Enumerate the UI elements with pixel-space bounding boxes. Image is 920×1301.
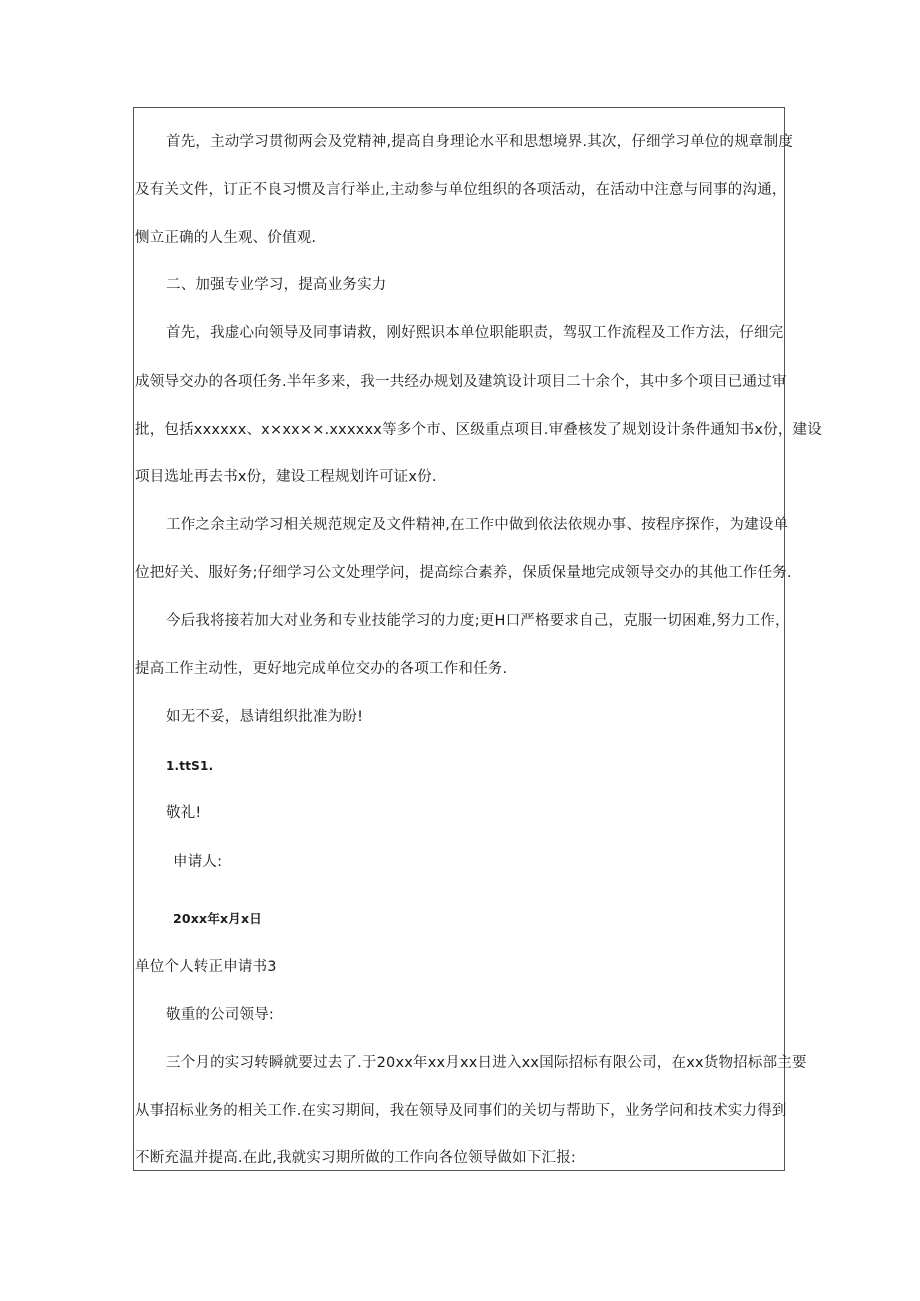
paragraph-line: 1.ttS1. (166, 759, 214, 773)
paragraph-line: 从事招标业务的相关工作.在实习期间，我在领导及同事们的关切与帮助下，业务学问和技术实力得到 (135, 1103, 787, 1119)
paragraph-line: 批，包括xxxxxx、x×xx××.xxxxxx等多个市、区级重点项目.审叠核发了规划设计条件通知书x份，建设 (135, 422, 822, 438)
paragraph-line: 如无不妥，恳请组织批准为盼! (166, 709, 364, 725)
paragraph-line: 及有关文件，订正不良习惯及言行举止,主动参与单位组织的各项活动，在活动中注意与同事的沟通， (135, 182, 787, 198)
paragraph-line: 恻立正确的人生观、价值观. (135, 230, 317, 246)
paragraph-line: 今后我将接若加大对业务和专业技能学习的力度;更H口严格要求自己，克服一切困难,努力工作， (166, 613, 790, 629)
paragraph-line: 首先，我虚心向领导及同事请救，刚好熙识本单位职能职责，驾驭工作流程及工作方法，仔细完 (166, 325, 784, 341)
paragraph-line: 提高工作主动性，更好地完成单位交办的各项工作和任务. (135, 661, 508, 677)
closing-salutation: 敬礼! (166, 805, 202, 821)
paragraph-line: 不断充温并提高.在此,我就实习期所做的工作向各位领导做如下汇报: (135, 1150, 577, 1166)
applicant-label: 申请人: (173, 854, 223, 870)
document-title: 单位个人转正申请书3 (135, 959, 277, 975)
greeting: 敬重的公司领导: (166, 1007, 274, 1023)
section-heading: 二、加强专业学习，提高业务实力 (166, 277, 387, 293)
paragraph-line: 项目选址再去书x份，建设工程规划许可证x份. (135, 469, 437, 485)
date-line: 20xx年x月x日 (173, 911, 262, 926)
paragraph-line: 三个月的实习转瞬就要过去了.于20xx年xx月xx日进入xx国际招标有限公司，在xx货物招标部主要 (166, 1055, 807, 1071)
paragraph-line: 位把好关、服好务;仔细学习公文处理学问，提高综合素养，保质保量地完成领导交办的其他工作任务. (135, 565, 792, 581)
paragraph-line: 首先，主动学习贯彻两会及党精神,提高自身理论水平和思想境界.其次，仔细学习单位的规章制度 (166, 134, 794, 150)
paragraph-line: 工作之余主动学习相关规范规定及文件精神,在工作中做到依法依规办事、按程序探作，为建设单 (166, 517, 789, 533)
paragraph-line: 成领导交办的各项任务.半年多来，我一共经办规划及建筑设计项目二十余个，其中多个项目已通过审 (135, 374, 787, 390)
